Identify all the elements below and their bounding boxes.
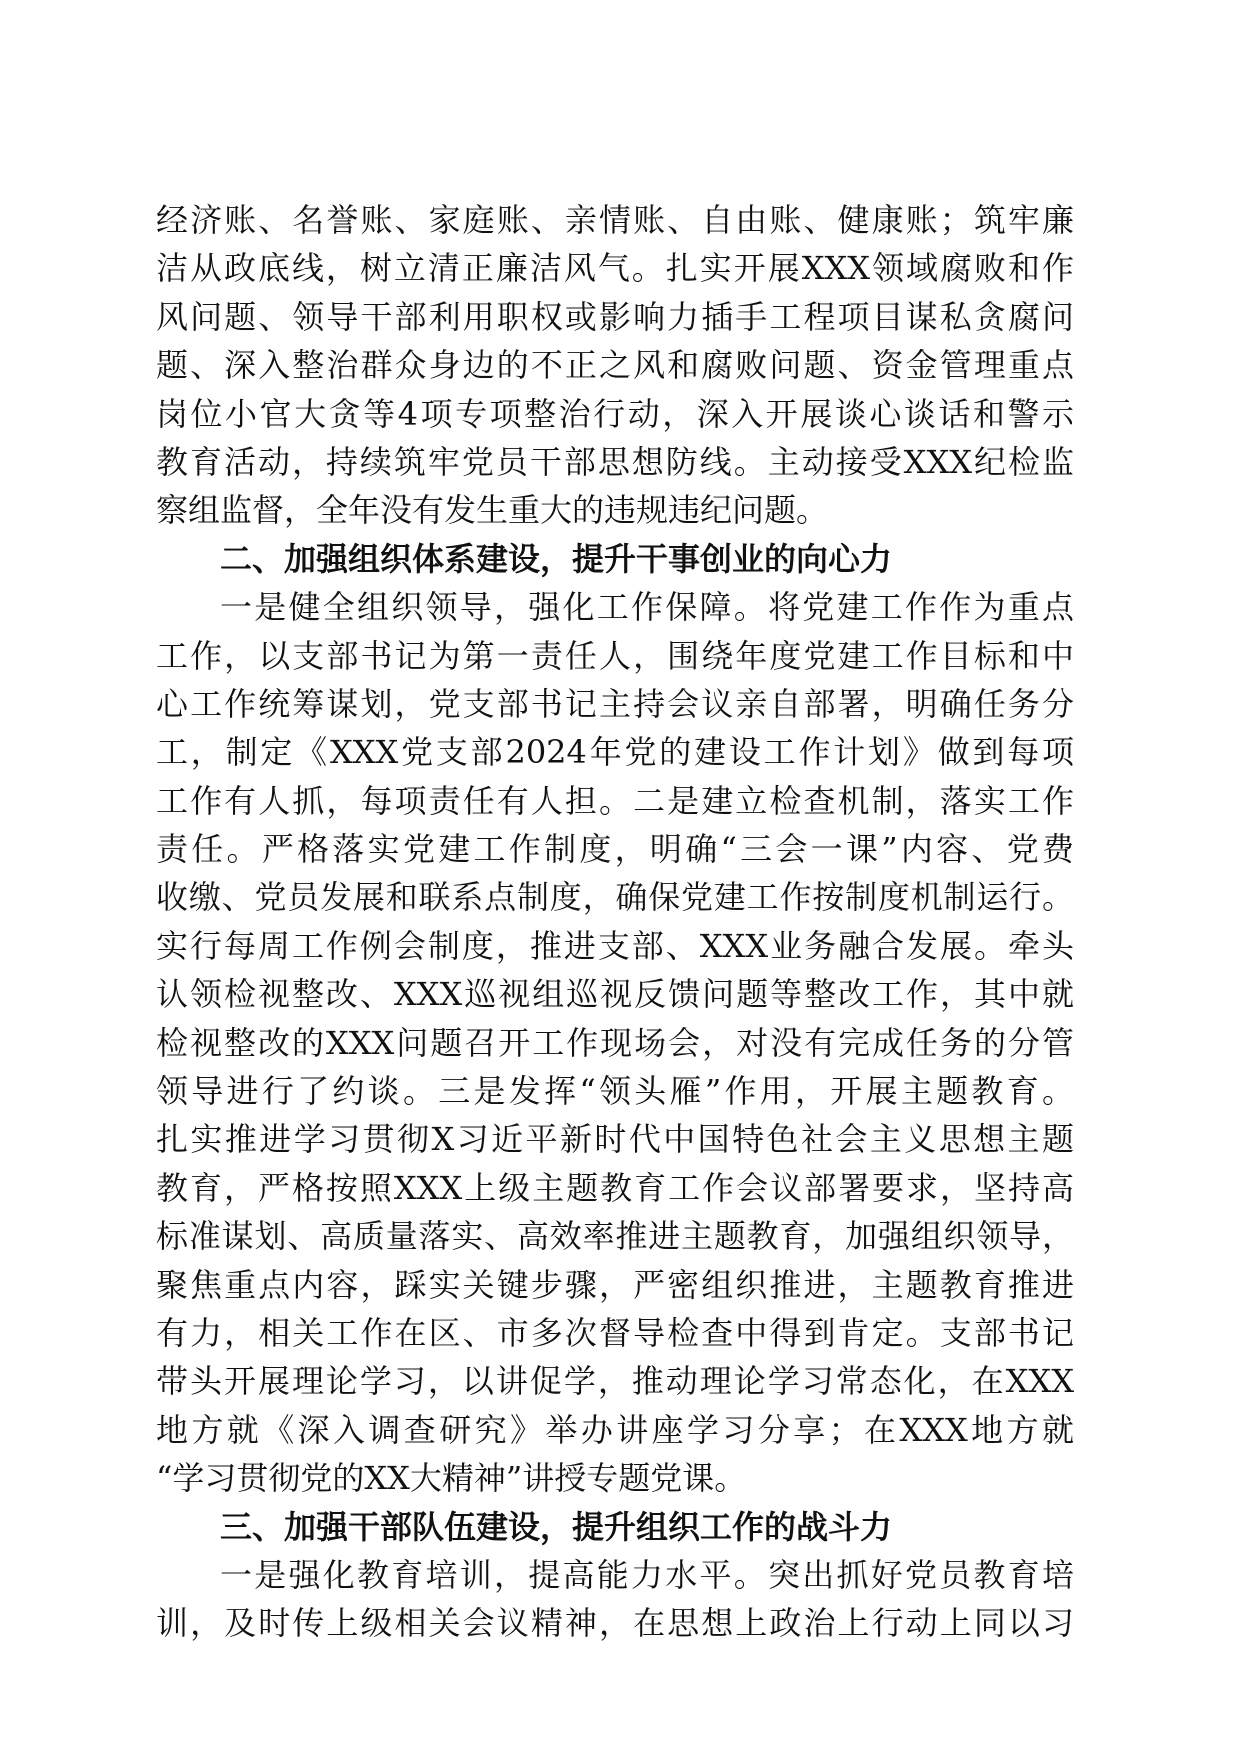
body-line: “学习贯彻党的XX大精神”讲授专题党课。 [156,1459,747,1498]
body-line: 洁从政底线，树立清正廉洁风气。扎实开展XXX领域腐败和作 [156,249,1074,288]
body-line: 一是健全组织领导，强化工作保障。将党建工作作为重点 [220,588,1074,627]
body-line: 工作，以支部书记为第一责任人，围绕年度党建工作目标和中 [156,636,1074,675]
body-line: 训，及时传上级相关会议精神，在思想上政治上行动上同以习 [156,1604,1074,1643]
body-line: 心工作统筹谋划，党支部书记主持会议亲自部署，明确任务分 [156,684,1074,723]
body-line: 一是强化教育培训，提高能力水平。突出抓好党员教育培 [220,1555,1074,1594]
body-line: 题、深入整治群众身边的不正之风和腐败问题、资金管理重点 [156,346,1074,385]
body-line: 地方就《深入调查研究》举办讲座学习分享；在XXX地方就 [156,1410,1074,1449]
body-line: 领导进行了约谈。三是发挥“领头雁”作用，开展主题教育。 [156,1072,1074,1111]
body-line: 风问题、领导干部利用职权或影响力插手工程项目谋私贪腐问 [156,297,1074,336]
body-line: 聚焦重点内容，踩实关键步骤，严密组织推进，主题教育推进 [156,1265,1074,1304]
section-heading-3: 三、加强干部队伍建设，提升组织工作的战斗力 [220,1507,893,1546]
body-line: 察组监督，全年没有发生重大的违规违纪问题。 [156,491,829,530]
body-line: 扎实推进学习贯彻X习近平新时代中国特色社会主义思想主题 [156,1120,1074,1159]
body-line: 带头开展理论学习，以讲促学，推动理论学习常态化，在XXX [156,1362,1074,1401]
body-line: 工，制定《XXX党支部2024年党的建设工作计划》做到每项 [156,733,1074,772]
body-line: 认领检视整改、XXX巡视组巡视反馈问题等整改工作，其中就 [156,975,1074,1014]
body-line: 实行每周工作例会制度，推进支部、XXX业务融合发展。牵头 [156,926,1074,965]
body-line: 有力，相关工作在区、市多次督导检查中得到肯定。支部书记 [156,1313,1074,1352]
body-line: 经济账、名誉账、家庭账、亲情账、自由账、健康账；筑牢廉 [156,201,1074,239]
body-line: 教育活动，持续筑牢党员干部思想防线。主动接受XXX纪检监 [156,442,1074,481]
body-line: 收缴、党员发展和联系点制度，确保党建工作按制度机制运行。 [156,878,1074,917]
body-line: 工作有人抓，每项责任有人担。二是建立检查机制，落实工作 [156,781,1074,820]
document-body [156,196,1074,1648]
body-line: 检视整改的XXX问题召开工作现场会，对没有完成任务的分管 [156,1023,1074,1062]
body-line: 岗位小官大贪等4项专项整治行动，深入开展谈心谈话和警示 [156,394,1074,433]
body-line: 教育，严格按照XXX上级主题教育工作会议部署要求，坚持高 [156,1168,1074,1207]
body-line: 标准谋划、高质量落实、高效率推进主题教育，加强组织领导， [156,1217,1074,1256]
section-heading-2: 二、加强组织体系建设，提升干事创业的向心力 [220,539,893,578]
body-line: 责任。严格落实党建工作制度，明确“三会一课”内容、党费 [156,830,1074,869]
